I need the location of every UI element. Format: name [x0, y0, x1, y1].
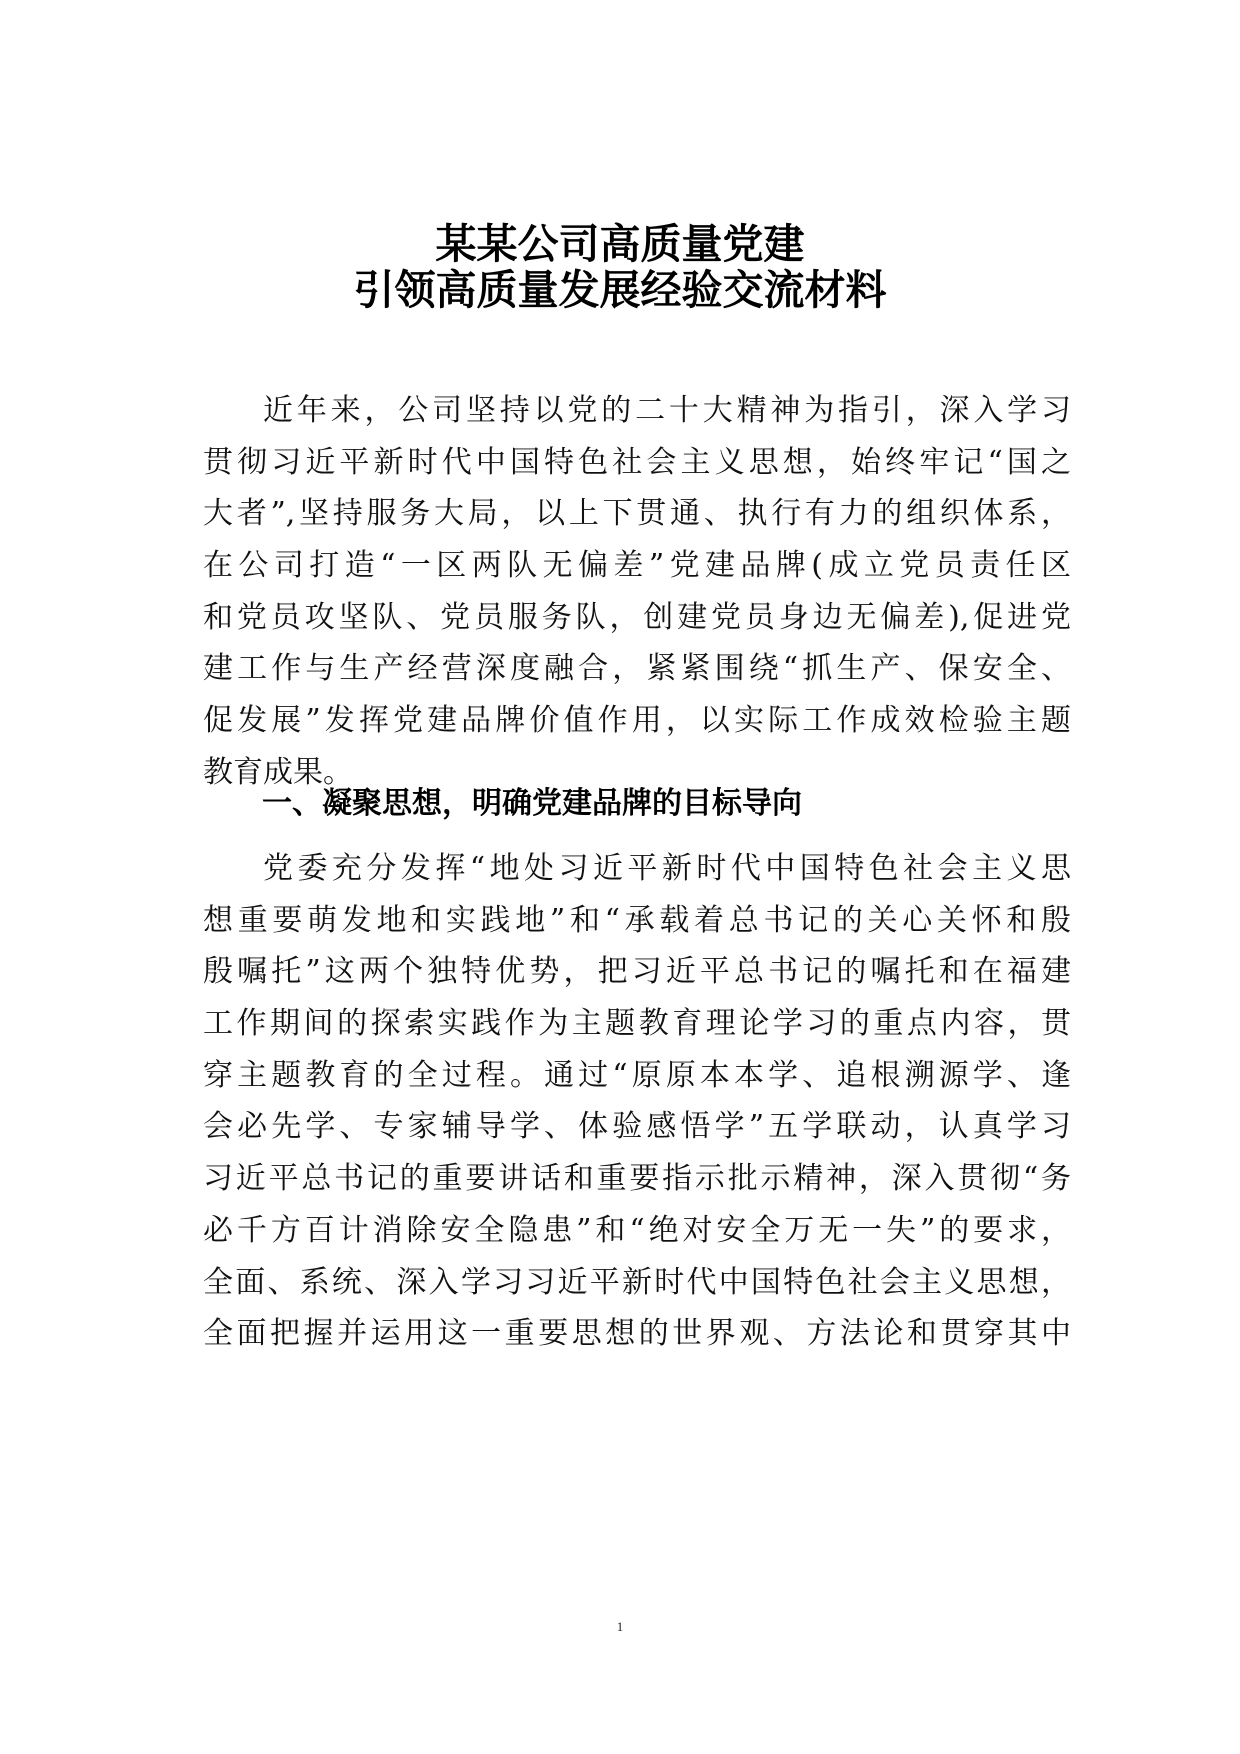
paragraph-intro	[203, 385, 1071, 799]
paragraph-line: 全面把握并运用这一重要思想的世界观、方法论和贯穿其中	[203, 1316, 1071, 1352]
paragraph-line: 工作期间的探索实践作为主题教育理论学习的重点内容，贯	[203, 1006, 1071, 1042]
paragraph-section-1	[203, 843, 1071, 1360]
paragraph-line: 会必先学、专家辅导学、体验感悟学”五学联动，认真学习	[203, 1109, 1071, 1145]
paragraph-line: 党委充分发挥“地处习近平新时代中国特色社会主义思	[263, 851, 1071, 886]
paragraph-line: 全面、系统、深入学习习近平新时代中国特色社会主义思想，	[203, 1264, 1071, 1300]
paragraph-line: 大者”,坚持服务大局，以上下贯通、执行有力的组织体系，	[203, 496, 1071, 532]
paragraph-line: 贯彻习近平新时代中国特色社会主义思想，始终牢记“国之	[203, 444, 1071, 480]
document-title-line-2: 引领高质量发展经验交流材料	[353, 266, 887, 314]
paragraph-line: 建工作与生产经营深度融合，紧紧围绕“抓生产、保安全、	[203, 651, 1071, 687]
paragraph-line: 想重要萌发地和实践地”和“承载着总书记的关心关怀和殷	[203, 902, 1071, 938]
page-number: 1	[616, 1619, 624, 1634]
paragraph-line: 殷嘱托”这两个独特优势，把习近平总书记的嘱托和在福建	[203, 954, 1071, 990]
paragraph-line: 必千方百计消除安全隐患”和“绝对安全万无一失”的要求，	[203, 1212, 1071, 1248]
document-title-line-1: 某某公司高质量党建	[435, 220, 805, 268]
section-heading: 一、凝聚思想，明确党建品牌的目标导向	[262, 786, 802, 821]
paragraph-line: 和党员攻坚队、党员服务队，创建党员身边无偏差),促进党	[203, 599, 1071, 635]
paragraph-line: 在公司打造“一区两队无偏差”党建品牌(成立党员责任区	[203, 548, 1071, 584]
paragraph-line: 穿主题教育的全过程。通过“原原本本学、追根溯源学、逢	[203, 1057, 1071, 1093]
paragraph-line: 促发展”发挥党建品牌价值作用，以实际工作成效检验主题	[203, 703, 1071, 739]
paragraph-line: 习近平总书记的重要讲话和重要指示批示精神，深入贯彻“务	[203, 1161, 1071, 1197]
paragraph-line: 教育成果。	[203, 754, 353, 790]
paragraph-line: 近年来，公司坚持以党的二十大精神为指引，深入学习	[263, 393, 1071, 428]
